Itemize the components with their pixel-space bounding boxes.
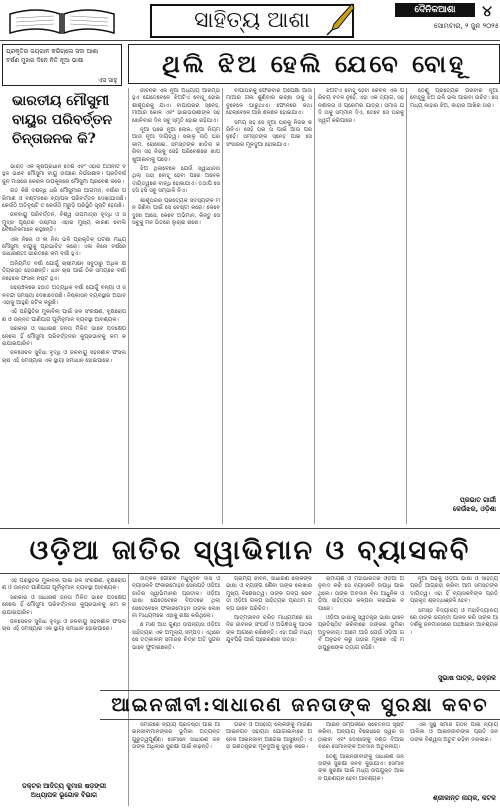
paragraph: ରାମାୟଣ ଓ ମହାଭାରତର ଓଡ଼ିଆ ଅନୁବାଦ କରି ସେ ବ୍ୟାସକବି ଉପାଧି ପାଇଥିଲେ। ତାଙ୍କ ଅବଦାନ ବିନା ଆଧୁନିକ ଓଡ଼ିଆ ସାହିତ୍ୟର କଳ୍ପନା କରାଯାଇ ନପାରେ। <box>318 576 404 612</box>
paper-name: ଦୈନିକଆଶା <box>395 3 475 17</box>
byline-monsoon <box>2 782 126 806</box>
paragraph: ଛ ମାଣ ଆଠ ଗୁଣ୍ଠ ଉପନ୍ୟାସ ଓଡ଼ିଆ ସାହିତ୍ୟର ଏକ ଅମୂଲ୍ୟ ସମ୍ପଦ। ଏଥିରେ ସେ ତତ୍କାଳୀନ ସମାଜର ଚିତ୍ର ଅତି ସୁନ୍ଦର ଭାବେ ଫୁଟାଇଛନ୍ତି। <box>132 622 220 651</box>
headline-main: ଥିଲି ଝିଅ ହେଲି ଯେବେ ବୋହୂ <box>128 44 500 84</box>
article-main-body <box>318 88 404 522</box>
paragraph: ଜୀବନର ଏକ ନୂଆ ଅଧ୍ୟାୟ ଆରମ୍ଭ ହୁଏ ଯେତେବେଳେ ଝିଅଟିଏ ବୋହୂ ହୋଇ ଶାଶୂଘରକୁ ଯାଏ। ବାପାଘରର ସ୍ନେହ, ମାଆର କୋଳ ଏବଂ ଭାଇଭଉଣୀଙ୍କ ସହ ଖେଳିବାର ଦିନ ସବୁ ସ୍ମୃତି ହୋଇ ରହିଯାଏ। <box>132 88 220 124</box>
byline-place: ଭଦ୍ରକ <box>476 674 496 682</box>
byline-main <box>410 496 496 524</box>
open-book-icon <box>2 2 122 36</box>
paragraph: ସରକାର ଓ ସାଧାରଣ ଜନତା ମିଳିତ ଭାବେ ପଦକ୍ଷେପ ନେଲେ ହିଁ ମୌସୁମୀ ପରିବର୍ତ୍ତନର କୁପ୍ରଭାବକୁ କମ କରାଯାଇପାରିବ। <box>2 594 126 616</box>
poem-author: ଏସ ସାହୁ <box>98 77 117 84</box>
byline-place: ଅଧ୍ୟାପକ ଭୂଗୋଳ ବିଭାଗ <box>30 791 98 799</box>
article-odia-body <box>318 576 404 686</box>
article-law-body <box>226 722 312 806</box>
paragraph: ତେଣୁ ପ୍ରତ୍ୟେକ ପରିବାର ନୂଆ ବୋହୂକୁ ଝିଅ ଭଳି ଭଲ ପାଇବା ଉଚିତ। ସେ ମଧ୍ୟ କାହାର ଝିଅ, କାହାର ଆଖିର ତାରା। <box>410 88 498 109</box>
paragraph: ଜଳସେଚନ ସୁବିଧା ବୃଦ୍ଧି ଓ ଜଳବାୟୁ ସହନଶୀଳ ଫସଲ ଚାଷ ଏହି ସମସ୍ୟାର ଏକ ସ୍ଥାୟୀ ସମାଧାନ ହୋଇପାରେ। <box>2 350 126 364</box>
paragraph: ଶାଶୂଘରର ପ୍ରତ୍ୟେକ ସଦସ୍ୟଙ୍କ ମନ ଜିଣିବା ପାଇଁ ସେ ଚେଷ୍ଟା କରେ। କେବେ ଦୁଃଖ ଆସେ, କେବେ ଅଭିମାନ, କିନ୍ତୁ ସେ ସବୁକୁ ମନ ଭିତରେ ଲୁଚାଇ ରଖେ। <box>132 197 220 226</box>
paragraph: ନୂଆ ଘରେ ନୂଆ ଲୋକ, ନୂଆ ନିୟମ ଆଉ ନୂଆ ଦାୟିତ୍ୱ। ସକାଳୁ ଉଠି ଘରକାମ, ରୋଷେଇ, ସମସ୍ତଙ୍କ ଖାତିର କରିବା ସହ ନିଜକୁ ସେହି ପରିବେଶରେ ଖାପ ଖୁଆଇବାକୁ ପଡ଼େ। <box>132 127 220 163</box>
byline-odia: ସୁଭାଷ ପାତ୍ର, ଭଦ୍ରକ <box>438 674 496 682</box>
byline-law: ଶ୍ରୀକାନ୍ତ ନାୟକ, କଟକ <box>432 794 496 802</box>
byline-name: ପ୍ରଭାତ ଗାର୍ଗୀ <box>459 496 496 504</box>
headline-law: ଆଇନଜୀବୀ:ସାଧାରଣ ଜନତାଙ୍କ ସୁରକ୍ଷା କବଚ <box>100 690 500 720</box>
article-main-body <box>226 88 312 522</box>
article-law-body <box>410 722 498 792</box>
paragraph: ଜଳବାୟୁ ପରିବର୍ତ୍ତନ, ବିଶ୍ୱ ତାପମାତ୍ରା ବୃଦ୍ଧି ଓ ସମୁଦ୍ର ପୃଷ୍ଠର ଉଷ୍ମତା ଏହାର ମୁଖ୍ୟ କାରଣ ବୋଲି ବୈଜ୍ଞାନିକମାନେ କହୁଛନ୍ତି। <box>2 212 126 234</box>
article-law-body <box>318 722 404 806</box>
paragraph: ସହରାଞ୍ଚଳରେ ହଠାତ ଅତ୍ୟଧିକ ବର୍ଷା ଯୋଗୁଁ ବନ୍ୟା ଓ ଜଳବନ୍ଦୀ ସମସ୍ୟା ଦେଖାଦେଉଛି। ନିଷ୍କାସନ ବ୍ୟବସ୍ଥାର ଅଭାବ ଏହାକୁ ଆହୁରି ଜଟିଳ କରୁଛି। <box>2 285 126 306</box>
article-odia-body <box>410 576 498 672</box>
article-monsoon-body <box>2 164 126 522</box>
poem-box <box>2 44 122 86</box>
article-odia-body <box>132 576 220 686</box>
column-rule <box>128 88 129 524</box>
article-law-body <box>132 722 220 806</box>
paragraph: ଏକ ସୁସ୍ଥ ସମାଜ ଗଠନ ପାଇଁ ନ୍ୟାୟପାଳିକା ଓ ଆଇନଜୀବୀଙ୍କ ପ୍ରତି ଜନତାଙ୍କ ବିଶ୍ୱାସ ଅତୁଟ ରହିବା ଦରକାର। <box>410 722 498 743</box>
headline-odia: ଓଡ଼ିଆ ଜାତିର ସ୍ୱାଭିମାନ ଓ ବ୍ୟାସକବି <box>0 528 500 574</box>
article-main-body <box>132 88 220 522</box>
fountain-pen-icon <box>322 2 356 36</box>
poem-line: ବର୍ଷଣ ମୁଖର ଦିନେ ନିତି ନୂଆ ଭାଷା <box>6 57 84 64</box>
poem-line: ପ୍ରକୃତିର ଜୟଗାନ କରିଚାଲେ ସଦା ଆଶା <box>6 48 99 55</box>
paragraph: ସମୟ ସହ ସେ ନୂଆ ଘରକୁ ନିଜର କରିନିଏ। ସେହି ଘର ତା ପାଇଁ ଆଉ ପର ନୁହେଁ। ସମସ୍ତଙ୍କ ସ୍ନେହ ପାଇ ସେ ସଂସାରର ମୂଳଦୁଆ ହୋଇଯାଏ। <box>226 119 312 148</box>
paragraph: ବାପାଘରକୁ ଫେରିବାର ଅପେକ୍ଷା ଆଉ ମାଆର ଗଳା ଶୁଣିବାର ଇଚ୍ଛା ତାକୁ ସବୁବେଳେ ଘାରୁଥାଏ। ଫୋନରେ କଥା ହେଲାବେଳେ ଆଖି ଛଳଛଳ ହୋଇଯାଏ। <box>226 88 312 117</box>
byline-name: ଡକ୍ଟର ଆଦିତ୍ୟ କୁମାର ଷଡ଼ଙ୍ଗୀ <box>21 782 107 790</box>
column-rule <box>406 88 407 524</box>
article-odia-body <box>226 576 312 686</box>
paragraph: ତେଣୁ ଆଇନଜୀବୀଙ୍କୁ ସାଧାରଣ ଜନତାଙ୍କ ସୁରକ୍ଷା କବଚ କୁହାଯାଏ। ସେମାନଙ୍କ ସୁରକ୍ଷା ପାଇଁ ମଧ୍ୟ ଉପଯୁକ୍ତ ଆଇନ ପ୍ରଣୟନ ହେବା ଆବଶ୍ୟକ। <box>318 753 404 782</box>
section-title: ସାହିତ୍ୟ ଆଶା <box>150 4 354 38</box>
headline-monsoon: ଭାରତୀୟ ମୌସୁମୀ ବାୟୁର ପରିବର୍ତ୍ତନ ଚିନ୍ତାଜନକ କି? <box>12 93 113 147</box>
paragraph: ଏହି ପରିସ୍ଥିତିର ମୁକାବିଲା ପାଇଁ ଜଳ ସଂରକ୍ଷଣ, ବୃକ୍ଷରୋପଣ ଓ ଉନ୍ନତ ପାଣିପାଗ ପୂର୍ବାନୁମାନ ବ୍ୟବସ୍ଥା ଆବଶ୍ୟକ। <box>2 578 126 592</box>
paragraph: ଓଡ଼ିଆ ଭାଷାକୁ ସ୍ୱତନ୍ତ୍ର ଭାଷା ଭାବେ ପ୍ରତିଷ୍ଠିତ କରିବାରେ ତାଙ୍କର ଭୂମିକା ଅତୁଳନୀୟ। ଆମେ ଆଜି ଯେଉଁ ଓଡ଼ିଆ ଗର୍ବ ଅନୁଭବ କରୁ ତାହାର ମୂଳରେ ଏହି ମହାପୁରୁଷଙ୍କ ତ୍ୟାଗ ରହିଛି। <box>318 615 404 651</box>
paragraph: ଗତ କିଛି ଦଶନ୍ଧି ଧରି ମୌସୁମୀର ଆଗମନ, ବର୍ଷାର ପରିମାଣ ଓ ବଣ୍ଟନରେ ବ୍ୟାପକ ପରିବର୍ତ୍ତନ ଦେଖାଯାଉଛି। କେଉଁଠି ଅତିବୃଷ୍ଟି ତ କେଉଁଠି ମରୁଡ଼ି ପରିସ୍ଥିତି ସୃଷ୍ଟି ହେଉଛି। <box>2 188 126 210</box>
paragraph: ଆତ୍ମଜୀବନ ଚରିତ ମାଧ୍ୟମରେ ସେ ନିଜ ଜୀବନର ସଂଘର୍ଷ ଓ ଅଭିଜ୍ଞତାକୁ ପାଠକଙ୍କ ଆଗରେ ରଖିଛନ୍ତି। ଏହା ଆଜି ମଧ୍ୟ ଯୁବପିଢ଼ି ପାଇଁ ପ୍ରେରଣାର ଉତ୍ସ। <box>226 615 312 644</box>
page-number: ୪ <box>482 2 492 20</box>
paragraph: ସମାଜରେ ନ୍ୟାୟ ପ୍ରତିଷ୍ଠା ପାଇଁ ଆଇନଜୀବୀମାନଙ୍କର ଭୂମିକା ଅତ୍ୟନ୍ତ ଗୁରୁତ୍ୱପୂର୍ଣ୍ଣ। ସେମାନେ ସାଧାରଣ ଜନତାଙ୍କ ଅଧିକାର ସୁରକ୍ଷା ପାଇଁ ଲଢ଼ନ୍ତି। <box>132 722 220 751</box>
issue-date: ସୋମବାର, ୨ ଜୁନ ୨୦୨୫ <box>433 22 499 30</box>
column-rule <box>222 88 223 524</box>
paragraph: ନୂଆ ପିଢ଼ିକୁ ଓଡ଼ିଆ ଭାଷା ଓ ସାହିତ୍ୟ ପ୍ରତି ଆଗ୍ରହୀ କରିବା ଆମ ସମସ୍ତଙ୍କ ଦାୟିତ୍ୱ। ଏହା ହିଁ ବ୍ୟାସକବିଙ୍କ ପ୍ରତି ପ୍ରକୃତ ଶ୍ରଦ୍ଧାଞ୍ଜଳି ହେବ। <box>410 576 498 605</box>
paragraph: ଜଳସେଚନ ସୁବିଧା ବୃଦ୍ଧି ଓ ଜଳବାୟୁ ସହନଶୀଳ ଫସଲ ଚାଷ ଏହି ସମସ୍ୟାର ଏକ ସ୍ଥାୟୀ ସମାଧାନ ହୋଇପାରେ। <box>2 619 126 633</box>
paragraph: ଗ୍ରାମ୍ୟ ଜୀବନ, ସାଧାରଣ ଲୋକଙ୍କ ଭାଷା ଓ ବ୍ୟଙ୍ଗ ଶୈଳୀ ତାଙ୍କ ଲେଖାର ମୁଖ୍ୟ ବିଶେଷତ୍ୱ। ତାଙ୍କ ଗଳ୍ପ ରେବତୀ ଓଡ଼ିଆ ଗଳ୍ପ ସାହିତ୍ୟର ପ୍ରଥମ ଗଳ୍ପ ଭାବେ ପରିଚିତ। <box>226 576 312 612</box>
article-main-body <box>410 88 498 492</box>
paragraph: ଏଲ ନିନୋ ଓ ଲା ନିନା ଭଳି ପ୍ରାକୃତିକ ଘଟଣା ମଧ୍ୟ ମୌସୁମୀ ବାୟୁକୁ ପ୍ରଭାବିତ କରେ। ଏଲ ନିନୋ ବର୍ଷରେ ସାଧାରଣତଃ ଭାରତରେ କମ ବର୍ଷା ହୁଏ। <box>2 236 126 258</box>
byline-name: ସୁଭାଷ ପାତ୍ର <box>438 674 472 682</box>
byline-place: କଟକ <box>481 794 496 802</box>
paragraph: ଉତ୍କଳ ଗୌରବ ମଧୁସୂଦନ ଦାସ ଓ ବ୍ୟାସକବି ଫକୀରମୋହନ ସେନାପତି ଓଡ଼ିଆ ଜାତିର ସ୍ୱାଭିମାନର ପ୍ରତୀକ। ଓଡ଼ିଆ ଭାଷା ଯେତେବେଳେ ବିପଦରେ ଥିଲା ସେତେବେଳେ ଫକୀରମୋହନ ତାଙ୍କ ଲେଖନୀ ମାଧ୍ୟମରେ ଏହାକୁ ରକ୍ଷା କରିଥିଲେ। <box>132 576 220 620</box>
paragraph: ଗରିବ ଓ ଅସହାୟ ଲୋକଙ୍କୁ ମାଗଣା ଆଇନଗତ ସହାୟତା ଯୋଗାଇବାରେ ଅନେକ ଆଇନଜୀବୀ ଆଗେଇ ଆସୁଛନ୍ତି। ଏହା ଗଣତନ୍ତ୍ରର ମୂଳଦୁଆକୁ ସୁଦୃଢ଼ କରେ। <box>226 722 312 751</box>
column-rule <box>314 88 315 524</box>
paragraph: ଅନିୟମିତ ବର୍ଷା ଯୋଗୁଁ ଚାଷୀମାନେ ସବୁଠାରୁ ଅଧିକ କ୍ଷତିଗ୍ରସ୍ତ ହେଉଛନ୍ତି। ଧାନ ଚାଷ ପାଇଁ ଠିକ ସମୟରେ ବର୍ଷା ନହେଲେ ଫସଲ ନଷ୍ଟ ହୁଏ। <box>2 260 126 282</box>
article-monsoon-continued <box>2 578 126 778</box>
paragraph: ଭାରତ ଏକ କୃଷିପ୍ରଧାନ ଦେଶ ଏବଂ ଏହାର ଅର୍ଥନୀତି ବହୁଳ ଭାବେ ମୌସୁମୀ ବାୟୁ ଉପରେ ନିର୍ଭରଶୀଳ। ପ୍ରତିବର୍ଷ ଜୁନ ମାସରେ କେରଳ ଉପକୂଳରେ ମୌସୁମୀ ପ୍ରବେଶ କରେ। <box>2 164 126 185</box>
byline-place: କେଉଁଝର, ଓଡ଼ିଶା <box>452 505 496 513</box>
paragraph: ଝିଅଟିଏ ବୋହୂ ହେବା କେବଳ ଏକ ପରିଚୟ ବଦଳ ନୁହେଁ, ଏହା ଏକ ତ୍ୟାଗ, ସହନଶୀଳତା ଓ ପ୍ରେମର ଯାତ୍ରା। ସମାଜ ଯଦି ତାକୁ ସମ୍ମାନ ଦିଏ, ତେବେ ସେ ଘରକୁ ସ୍ୱର୍ଗ କରିପାରେ। <box>318 88 404 124</box>
paragraph: ଏହି ପରିସ୍ଥିତିର ମୁକାବିଲା ପାଇଁ ଜଳ ସଂରକ୍ଷଣ, ବୃକ୍ଷରୋପଣ ଓ ଉନ୍ନତ ପାଣିପାଗ ପୂର୍ବାନୁମାନ ବ୍ୟବସ୍ଥା ଆବଶ୍ୟକ। <box>2 309 126 323</box>
paragraph: ଝିଅ ଥିଲାବେଳେ ଯେଉଁ ସ୍ୱାଧୀନତା ଥିଲା ତାହା ବୋହୂ ହେବା ପରେ ଅନେକ ଦାୟିତ୍ୱରେ ବାନ୍ଧି ହୋଇଯାଏ। ତଥାପି ସେ ହସି ହସି ସବୁ ସମ୍ଭାଳି ନିଏ। <box>132 166 220 195</box>
paragraph: ସରକାର ଓ ସାଧାରଣ ଜନତା ମିଳିତ ଭାବେ ପଦକ୍ଷେପ ନେଲେ ହିଁ ମୌସୁମୀ ପରିବର୍ତ୍ତନର କୁପ୍ରଭାବକୁ କମ କରାଯାଇପାରିବ। <box>2 326 126 347</box>
byline-name: ଶ୍ରୀକାନ୍ତ ନାୟକ <box>432 794 478 802</box>
paragraph: ଆଇନ ସମ୍ପର୍କରେ ସଚେତନତା ସୃଷ୍ଟି କରିବା, ଅନ୍ୟାୟ ବିରୋଧରେ ସ୍ୱର ଉଠାଇବା ଏବଂ ଦୋଷୀଙ୍କୁ ଦଣ୍ଡ ଦିଆଇବାରେ ସେମାନଙ୍କ ଅବଦାନ ଅତୁଳନୀୟ। <box>318 722 404 751</box>
paragraph: ସମସ୍ତ ବିଦ୍ୟାଳୟ ଓ ମହାବିଦ୍ୟାଳୟରେ ତାଙ୍କ ଜୟନ୍ତୀ ପାଳନ କରି ତାଙ୍କ ଆଦର୍ଶକୁ ଜନମାନସରେ ପହଞ୍ଚାଇବା ଆବଶ୍ୟକ। <box>410 607 498 636</box>
